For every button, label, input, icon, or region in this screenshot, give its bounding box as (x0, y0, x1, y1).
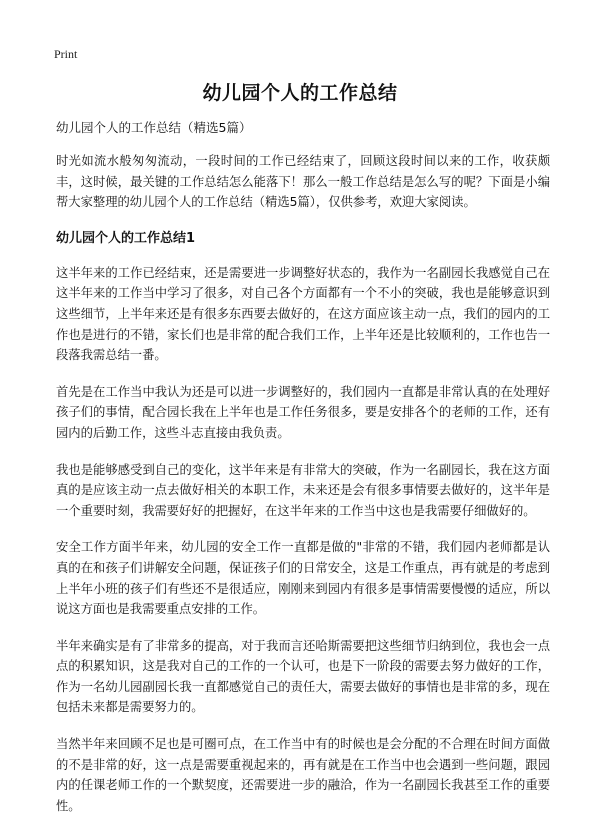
document-body (56, 118, 550, 832)
body-paragraph-5: 半年来确实是有了非常多的提高，对于我而言还哈斯需要把这些细节归纳到位，我也会一点点的积累知识，这是我对自己的工作的一个认可，也是下一阶段的需要去努力做好的工作，作为一名幼儿园副园长我一直都感觉自己的责任大，需要去做好的事情也是非常的多，现在包括未来都是需要努力的。 (56, 638, 550, 715)
document-subtitle: 幼儿园个人的工作总结（精选5篇） (56, 120, 252, 135)
body-paragraph-6: 当然半年来回顾不足也是可圈可点，在工作当中有的时候也是会分配的不合理在时间方面做的不是非常的好，这一点是需要重视起来的，再有就是在工作当中也会遇到一些问题，跟园内的任课老师工作的一个默契度，还需要进一步的融洽，作为一名副园长我甚至工作的重要性。 (56, 737, 550, 813)
body-paragraph-2: 首先是在工作当中我认为还是可以进一步调整好的，我们园内一直都是非常认真的在处理好孩子们的事情，配合园长我在上半年也是工作任务很多，要是安排各个的老师的工作，还有园内的后勤工作，这些斗志直接由我负责。 (56, 384, 550, 440)
body-paragraph-4: 安全工作方面半年来，幼儿园的安全工作一直都是做的"非常的不错，我们园内老师都是认真的在和孩子们讲解安全问题，保证孩子们的日常安全，这是工作重点，再有就是的考虑到上半年小班的孩子们有些还不是很适应，刚刚来到园内有很多是事情需要慢慢的适应，所以说这方面也是我需要重点安排的工作。 (56, 540, 550, 617)
page-title: 幼儿园个人的工作总结 (202, 82, 398, 104)
body-paragraph-1: 这半年来的工作已经结束，还是需要进一步调整好状态的，我作为一名副园长我感觉自己在这半年来的工作当中学习了很多，对自己各个方面都有一个不小的突破，我也是能够意识到这些细节，上半年来还是有很多东西要去做好的，在这方面应该主动一点，我们的园内的工作也是进行的不错，家长们也是非常的配合我们工作，上半年还是比较顺利的，工作也告一段落我需总结一番。 (56, 265, 550, 363)
body-paragraph-3: 我也是能够感受到自己的变化，这半年来是有非常大的突破，作为一名副园长，我在这方面真的是应该主动一点去做好相关的本职工作，未来还是会有很多事情要去做好的，这半年是一个重要时刻，我需要好好的把握好，在这半年来的工作当中这也是我需要仔细做好的。 (56, 462, 550, 518)
section-heading: 幼儿园个人的工作总结1 (56, 230, 196, 246)
print-label: Print (54, 47, 78, 61)
intro-paragraph: 时光如流水般匆匆流动，一段时间的工作已经结束了，回顾这段时间以来的工作，收获颇丰，这时候，最关键的工作总结怎么能落下！那么一般工作总结是怎么写的呢？下面是小编帮大家整理的幼儿园个人的工作总结（精选5篇），仅供参考，欢迎大家阅读。 (56, 154, 550, 210)
